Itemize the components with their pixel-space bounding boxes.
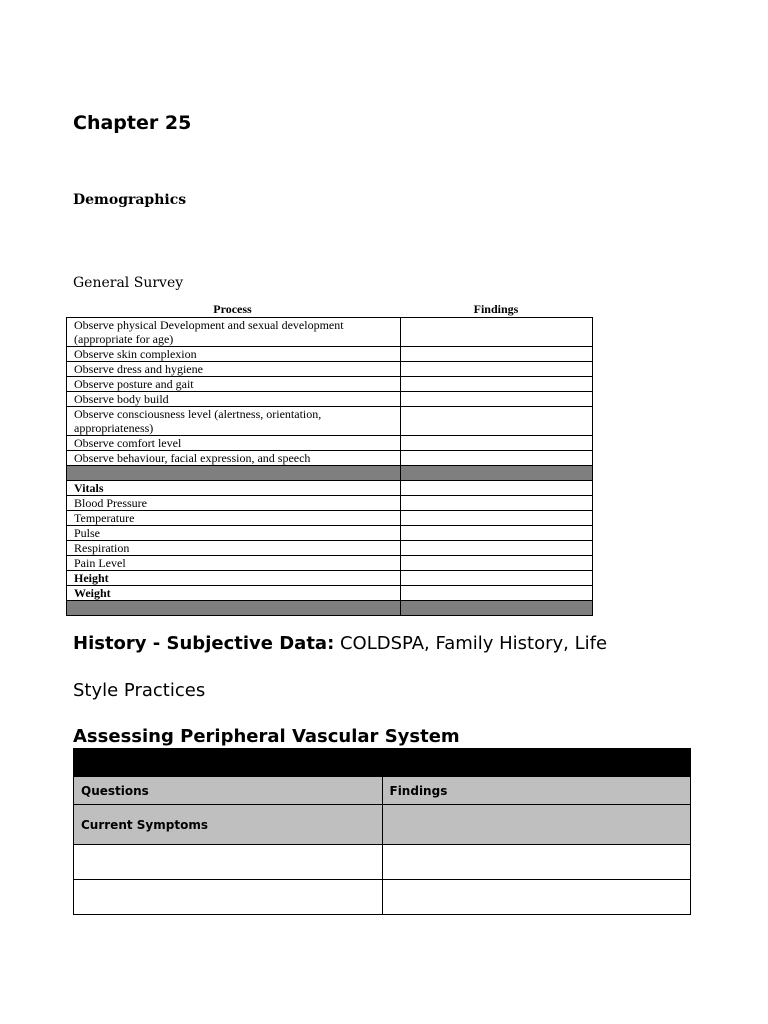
table-row [67, 436, 593, 451]
history-heading-line2: Style Practices [73, 680, 206, 701]
demographics-heading: Demographics [73, 192, 187, 208]
vitals-label: Vitals [67, 481, 401, 496]
shaded-divider-row [67, 601, 593, 616]
table-row [67, 526, 593, 541]
table-row [67, 496, 593, 511]
general-survey-table [66, 317, 593, 616]
findings-column-header: Findings [382, 777, 691, 805]
findings-cell[interactable] [401, 377, 593, 392]
findings-cell[interactable] [401, 436, 593, 451]
findings-cell[interactable] [401, 407, 593, 436]
table-header-bar [74, 749, 691, 777]
vital-cell: Blood Pressure [67, 496, 401, 511]
shaded-cell [401, 466, 593, 481]
table-row [74, 880, 691, 915]
findings-cell[interactable] [401, 392, 593, 407]
section-row [74, 805, 691, 845]
table-row [67, 586, 593, 601]
findings-cell [401, 481, 593, 496]
table-row [67, 347, 593, 362]
findings-cell[interactable] [382, 845, 691, 880]
process-column-header: Process [213, 302, 252, 316]
findings-cell[interactable] [401, 586, 593, 601]
vital-cell: Height [67, 571, 401, 586]
table-row [67, 362, 593, 377]
findings-cell[interactable] [401, 347, 593, 362]
table-row [67, 571, 593, 586]
process-cell: Observe behaviour, facial expression, and speech [67, 451, 401, 466]
questions-column-header: Questions [74, 777, 383, 805]
process-cell: Observe physical Development and sexual development (appropriate for age) [67, 318, 401, 347]
current-symptoms-label: Current Symptoms [74, 805, 383, 845]
table-row [67, 318, 593, 347]
process-cell: Observe consciousness level (alertness, orientation, appropriateness) [67, 407, 401, 436]
section-findings-cell [382, 805, 691, 845]
vitals-label-row [67, 481, 593, 496]
process-cell: Observe dress and hygiene [67, 362, 401, 377]
process-cell: Observe comfort level [67, 436, 401, 451]
findings-column-header: Findings [473, 302, 519, 316]
findings-cell[interactable] [401, 318, 593, 347]
table-row [67, 556, 593, 571]
survey-table-header [66, 302, 593, 317]
table-row [67, 407, 593, 436]
findings-cell[interactable] [401, 571, 593, 586]
question-cell[interactable] [74, 845, 383, 880]
table-row [67, 377, 593, 392]
table-row [74, 845, 691, 880]
findings-cell[interactable] [401, 496, 593, 511]
table-row [67, 451, 593, 466]
findings-cell[interactable] [401, 541, 593, 556]
vital-cell: Temperature [67, 511, 401, 526]
process-cell: Observe body build [67, 392, 401, 407]
history-heading-bold: History - Subjective Data: [73, 633, 335, 654]
table-row [67, 392, 593, 407]
process-cell: Observe skin complexion [67, 347, 401, 362]
findings-cell[interactable] [382, 880, 691, 915]
vital-cell: Pain Level [67, 556, 401, 571]
pvs-table [73, 748, 691, 915]
findings-cell[interactable] [401, 511, 593, 526]
table-row [67, 511, 593, 526]
shaded-cell [67, 601, 401, 616]
vital-cell: Pulse [67, 526, 401, 541]
shaded-cell [67, 466, 401, 481]
shaded-divider-row [67, 466, 593, 481]
findings-cell[interactable] [401, 556, 593, 571]
process-cell: Observe posture and gait [67, 377, 401, 392]
pvs-heading: Assessing Peripheral Vascular System [73, 726, 460, 747]
vital-cell: Weight [67, 586, 401, 601]
shaded-cell [401, 601, 593, 616]
chapter-title: Chapter 25 [73, 112, 192, 134]
table-row [67, 541, 593, 556]
findings-cell[interactable] [401, 451, 593, 466]
findings-cell[interactable] [401, 526, 593, 541]
question-cell[interactable] [74, 880, 383, 915]
findings-cell[interactable] [401, 362, 593, 377]
history-heading [73, 633, 607, 654]
black-header-cell [74, 749, 691, 777]
general-survey-heading: General Survey [73, 275, 184, 291]
history-heading-rest: COLDSPA, Family History, Life [334, 633, 608, 654]
vital-cell: Respiration [67, 541, 401, 556]
column-header-row [74, 777, 691, 805]
